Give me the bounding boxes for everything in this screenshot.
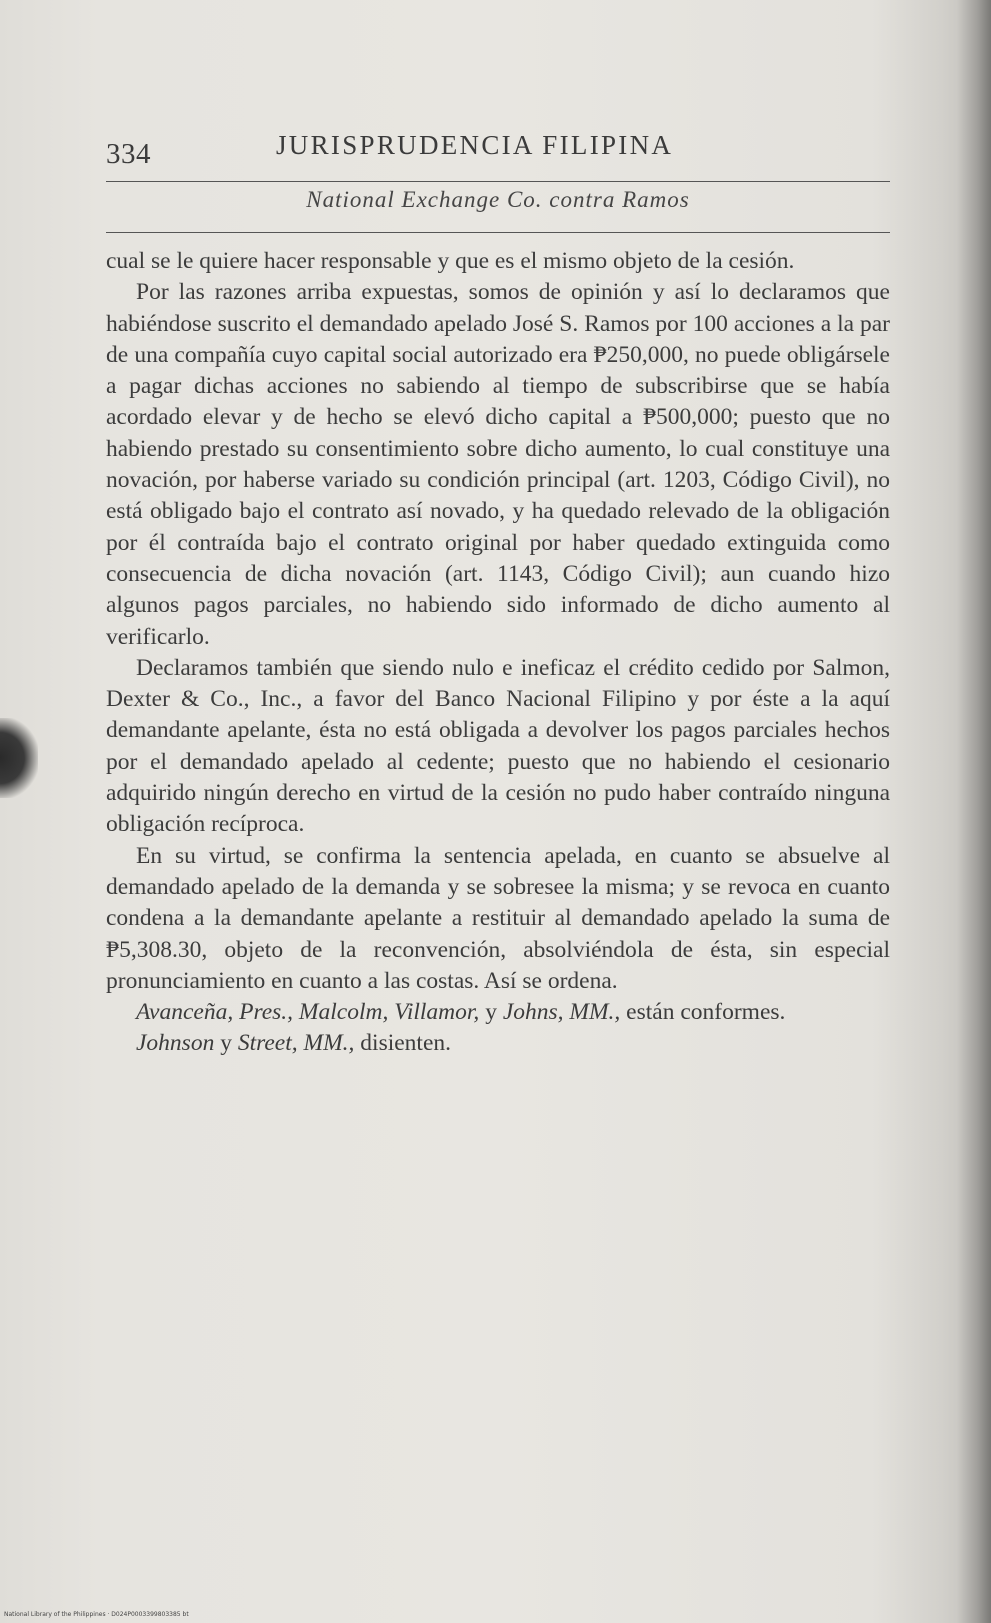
paragraph-declaration: Declaramos también que siendo nulo e ineficaz el crédito cedido por Salmon, Dexter & Co., Inc., a favor del Banco Nacional Filipino y por éste a la aquí demandante apelante, ésta no está obligada a devolver los pagos parciales hechos por el demandado apelado al cedente; puesto que no habiendo el cesionario adquirido ningún derecho en virtud de la cesión no pudo haber contraído ninguna obligación recíproca. — [106, 654, 890, 838]
concurrence-conjunction: y — [479, 999, 503, 1026]
binding-mark — [0, 718, 38, 798]
header-rule-top — [106, 181, 890, 182]
dissenting-justice: Johnson — [136, 1030, 215, 1057]
paragraph-dissent — [106, 1028, 890, 1059]
concurrence-text: están conformes. — [620, 999, 786, 1026]
concurring-justices-last: Johns, MM., — [502, 999, 621, 1026]
page-number: 334 — [106, 138, 151, 170]
body-text — [106, 246, 890, 1060]
header-rule-bottom — [106, 232, 890, 233]
running-title: JURISPRUDENCIA FILIPINA — [276, 130, 674, 160]
paragraph-opinion: Por las razones arriba expuestas, somos de opinión y así lo declaramos que habiéndose suscrito el demandado apelado José S. Ramos por 100 acciones a la par de una compañía cuyo capital social autorizado era ₱250,000, no puede obligársele a pagar dichas acciones no sabiendo al tiempo de subscribirse que se había acordado elevar y de hecho se elevó dicho capital a ₱500,000; puesto que no habiendo prestado su consentimiento sobre dicho aumento, lo cual constituye una novación, por haberse variado su condición principal (art. 1203, Código Civil), no está obligado bajo el contrato así novado, y ha quedado relevado de la obligación por él contraída bajo el contrato original por haber quedado extinguida como consecuencia de dicha novación (art. 1143, Código Civil); aun cuando hizo algunos pagos parciales, no habiendo sido informado de dicho aumento al verificarlo. — [106, 279, 890, 650]
case-title: National Exchange Co. contra Ramos — [306, 187, 690, 212]
dissent-conjunction: y — [214, 1030, 238, 1057]
page-edge-shadow — [957, 0, 991, 1623]
dissenting-justices-last: Street, MM., — [237, 1030, 355, 1057]
scan-footer-id: National Library of the Philippines · D024P0003399803385 bt — [4, 1611, 189, 1618]
dissent-text: disienten. — [354, 1030, 452, 1057]
paragraph-continuation: cual se le quiere hacer responsable y que es el mismo objeto de la cesión. — [106, 248, 795, 274]
paragraph-concurrence — [106, 997, 890, 1028]
paragraph-ruling: En su virtud, se confirma la sentencia apelada, en cuanto se absuelve al demandado apelado de la demanda y se sobresee la misma; y se revoca en cuanto condena a la demandante apelante a restituir al demandado apelado la suma de ₱5,308.30, objeto de la reconvención, absolviéndola de ésta, sin especial pronunciamiento en cuanto a las costas. Así se ordena. — [106, 842, 890, 994]
concurring-justices: Avanceña, Pres., Malcolm, Villamor, — [136, 999, 480, 1026]
